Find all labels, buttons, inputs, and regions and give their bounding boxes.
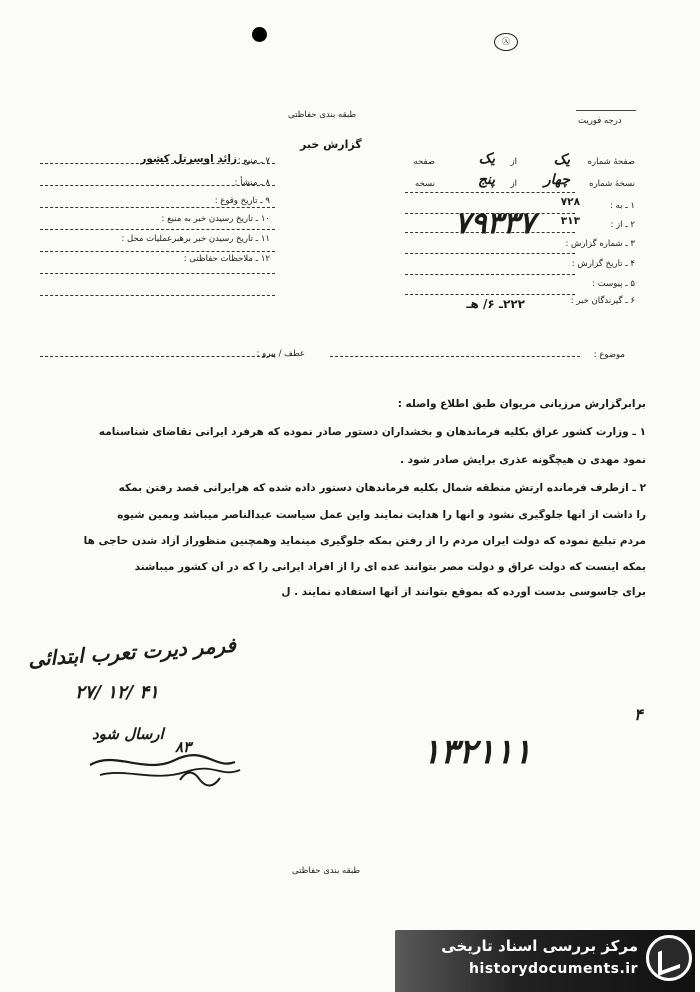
field-rule: [405, 192, 575, 193]
ref-label: عطف / پیرو :: [256, 349, 305, 359]
copy-of-label: از: [510, 179, 517, 189]
from-value: ۳۱۳: [560, 215, 580, 227]
body-line-7: بمکه اینست که دولت عراق و دولت مصر بتوانند عده ای را از افراد ایرانی را که در آن کشور میباشند: [134, 561, 646, 573]
footer-url: historydocuments.ir: [469, 961, 638, 977]
copy-of-value: پنج: [477, 172, 495, 188]
classification-bottom: طبقه بندی حفاظتی: [292, 866, 361, 876]
field-rule: [405, 274, 575, 275]
report-date-label: ۴ ـ تاریخ گزارش :: [571, 259, 635, 269]
report-title: گزارش خبر: [300, 138, 362, 151]
copy-unit: نسخه: [415, 179, 435, 189]
body-line-5: را داشت از آنها جلوگیری نشود و آنها را هدایت نمایند واین عمل سیاست عبدالناصر میباشد وبمین شیوه: [117, 509, 646, 521]
priority-label: درجه فوریت: [578, 116, 622, 126]
report-number-label: ۳ ـ شماره گزارش :: [565, 239, 635, 249]
field-rule: [40, 295, 275, 296]
handwritten-note-date: ۲۷/ ۱۲/ ۴۱: [75, 682, 159, 703]
body-line-2: ۱ ـ وزارت کشور عراق بکلیه فرماندهان و بخشداران دستور صادر نموده که هرفرد ایرانی تقاضای شناسنامه: [98, 426, 646, 438]
field-source-receipt-date-label: ۱۰ ـ تاریخ رسیدن خبر به منبع :: [161, 214, 270, 224]
footer-title: مرکز بررسی اسناد تاریخی: [441, 937, 638, 955]
copy-number-label: نسخهٔ شماره: [589, 179, 635, 189]
field-origin-label: ۸ ـ منشأ :: [234, 178, 270, 188]
page-number-value: یک: [553, 152, 570, 168]
page-of-value: یک: [478, 151, 495, 167]
to-value: ۷۲۸: [560, 196, 580, 208]
punch-hole-mark: [252, 27, 267, 42]
body-line-6: مردم تبلیغ نموده که دولت ایران مردم را از رفتن بمکه جلوگیری مینماید وهمچنین منظوراز آزاد شدن حاجی ها: [83, 535, 646, 547]
page-of-label: از: [510, 157, 517, 167]
page-number-label: صفحهٔ شماره: [587, 157, 635, 167]
recipients-label: ۶ ـ گیرندگان خبر :: [570, 296, 635, 306]
field-security-notes-label: ۱۲ ـ ملاحظات حفاظتی :: [183, 254, 270, 264]
archive-logo-icon: [646, 935, 692, 981]
margin-mark: ۴: [634, 705, 643, 724]
field-source-label: ۷ ـ منبع :: [237, 156, 270, 166]
field-rule: [40, 251, 275, 252]
field-rule: [40, 207, 275, 208]
recipients-value: ۲۲۲ـ ۶/ هـ: [466, 297, 525, 311]
field-event-date-label: ۹ ـ تاریخ وقوع :: [214, 196, 270, 206]
handwritten-note: فرمر دیرت تعرب ابتدائی: [27, 632, 237, 672]
page-unit: صفحه: [413, 157, 435, 167]
subject-rule: [330, 356, 580, 357]
from-label: ۲ ـ از :: [610, 220, 635, 230]
body-line-3: نمود مهدی ن هیچگونه عذری برایش صادر شود .: [400, 454, 646, 466]
handwritten-send-note: ارسال شود: [92, 725, 164, 743]
priority-rule: [576, 110, 636, 111]
handwritten-sign-mark: ۸۳: [175, 738, 192, 756]
to-label: ۱ ـ به :: [610, 201, 635, 211]
field-rule: [40, 229, 275, 230]
attachment-label: ۵ ـ پیوست :: [592, 279, 635, 289]
body-line-8: برای جاسوسی بدست آورده که بموقع بتوانند از آنها استفاده نمایند . ل: [281, 586, 646, 598]
subject-label: موضوع :: [593, 350, 625, 360]
field-local-receipt-date-label: ۱۱ ـ تاریخ رسیدن خبر برهبرعملیات محل :: [121, 234, 270, 244]
signature-scribble: [85, 740, 245, 790]
field-rule: [405, 253, 575, 254]
copy-number-value: چهار: [543, 172, 570, 188]
ref-rule: [40, 356, 275, 357]
field-source-value: زائد اوسرتل کشور: [140, 153, 237, 165]
circled-stamp-icon: Ⓐ: [494, 33, 518, 51]
body-line-4: ۲ ـ ازطرف فرمانده ارتش منطقه شمال بکلیه فرماندهان دستور داده شده که هرایرانی قصد رفتن بمکه: [118, 482, 646, 494]
field-rule: [405, 294, 575, 295]
body-line-1: برابرگزارش مرزبانی مریوان طبق اطلاع واصله :: [397, 398, 646, 410]
report-number-value: ۷۹۳۳۷: [454, 206, 535, 241]
classification-top: طبقه بندی حفاظتی: [288, 110, 357, 120]
field-rule: [40, 273, 275, 274]
handwritten-number: ۱۳۲۱۱۱: [422, 732, 532, 772]
